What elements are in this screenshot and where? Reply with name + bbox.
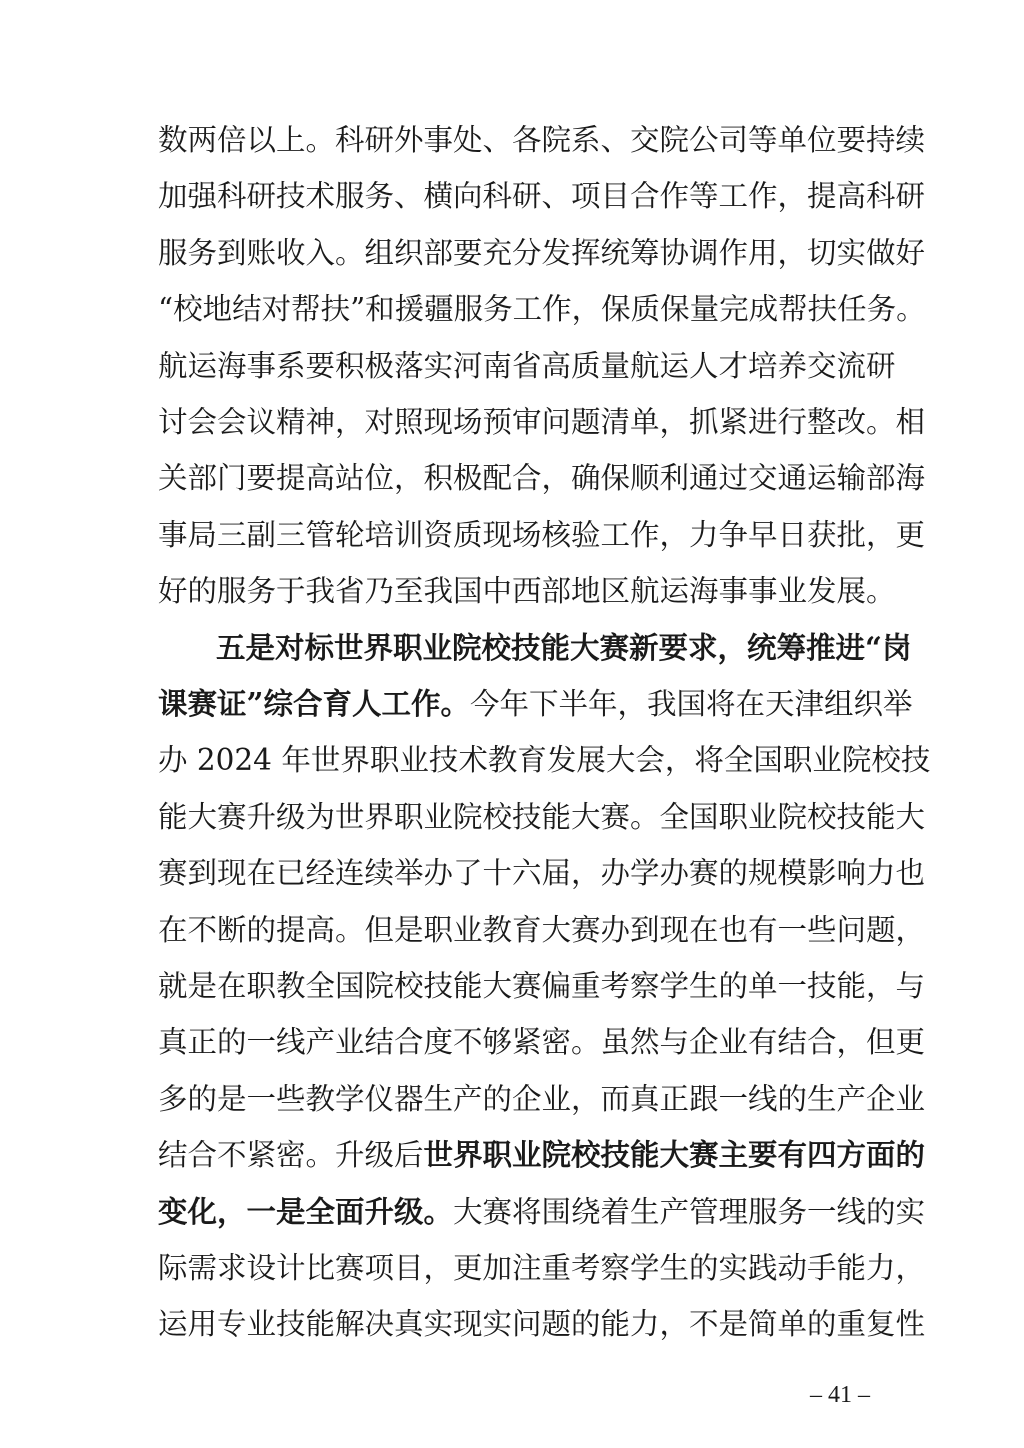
text-line <box>158 571 896 611</box>
text-line <box>158 1022 926 1062</box>
text-segment: 多的是一些教学仪器生产的企业，而真正跟一线的生产企业 <box>158 1081 926 1116</box>
page-number: – 41 – <box>810 1382 870 1408</box>
text-line <box>158 740 931 780</box>
text-segment: 就是在职教全国院校技能大赛偏重考察学生的单一技能，与 <box>158 969 926 1003</box>
bold-text-segment: 世界职业院校技能大赛主要有四方面的 <box>423 1137 926 1173</box>
bold-text-segment: 课赛证”综合育人工作。 <box>158 686 470 721</box>
text-segment: 运用专业技能解决真实现实问题的能力，不是简单的重复性 <box>158 1307 926 1342</box>
text-line <box>158 1135 926 1175</box>
text-line <box>216 628 912 668</box>
text-line <box>158 515 926 555</box>
text-line <box>158 289 926 329</box>
text-line <box>158 458 926 498</box>
text-line <box>158 684 913 724</box>
text-line <box>158 233 926 273</box>
text-segment: 数两倍以上。科研外事处、各院系、交院公司等单位要持续 <box>158 123 926 157</box>
text-line <box>158 1192 926 1232</box>
text-segment: 加强科研技术服务、横向科研、项目合作等工作，提高科研 <box>158 179 926 214</box>
text-segment: 服务到账收入。组织部要充分发挥统筹协调作用，切实做好 <box>158 235 926 270</box>
bold-text-segment: 变化，一是全面升级。 <box>158 1193 454 1229</box>
text-line <box>158 402 926 442</box>
text-line <box>158 1248 926 1288</box>
text-line <box>158 966 926 1006</box>
text-segment: 在不断的提高。但是职业教育大赛办到现在也有一些问题， <box>158 912 926 947</box>
text-segment: 好的服务于我省乃至我国中西部地区航运海事事业发展。 <box>158 574 896 609</box>
text-segment: 大赛将围绕着生产管理服务一线的实 <box>453 1194 926 1229</box>
text-segment: 办 2024 年世界职业技术教育发展大会，将全国职业院校技 <box>158 743 931 778</box>
text-line <box>158 120 926 160</box>
text-segment: 讨会会议精神，对照现场预审问题清单，抓紧进行整改。相 <box>158 405 926 439</box>
text-line <box>158 346 896 386</box>
text-segment: 航运海事系要积极落实河南省高质量航运人才培养交流研 <box>158 348 896 383</box>
text-line <box>158 176 926 216</box>
text-segment: 际需求设计比赛项目，更加注重考察学生的实践动手能力， <box>158 1251 926 1285</box>
text-line <box>158 910 926 950</box>
text-line <box>158 1079 926 1119</box>
text-segment: 能大赛升级为世界职业院校技能大赛。全国职业院校技能大 <box>158 799 926 834</box>
text-segment: 事局三副三管轮培训资质现场核验工作，力争早日获批，更 <box>158 517 926 552</box>
text-segment: 真正的一线产业结合度不够紧密。虽然与企业有结合，但更 <box>158 1025 926 1060</box>
text-segment: “校地结对帮扶”和援疆服务工作，保质保量完成帮扶任务。 <box>158 292 926 327</box>
text-line <box>158 1304 926 1344</box>
text-segment: 结合不紧密。升级后 <box>158 1138 424 1173</box>
text-line <box>158 797 926 837</box>
bold-text-segment: 五是对标世界职业院校技能大赛新要求，统筹推进“岗 <box>216 629 912 665</box>
text-segment: 关部门要提高站位，积极配合，确保顺利通过交通运输部海 <box>158 461 926 496</box>
text-segment: 赛到现在已经连续举办了十六届，办学办赛的规模影响力也 <box>158 856 926 891</box>
text-line <box>158 853 926 893</box>
text-segment: 今年下半年，我国将在天津组织举 <box>469 687 913 721</box>
